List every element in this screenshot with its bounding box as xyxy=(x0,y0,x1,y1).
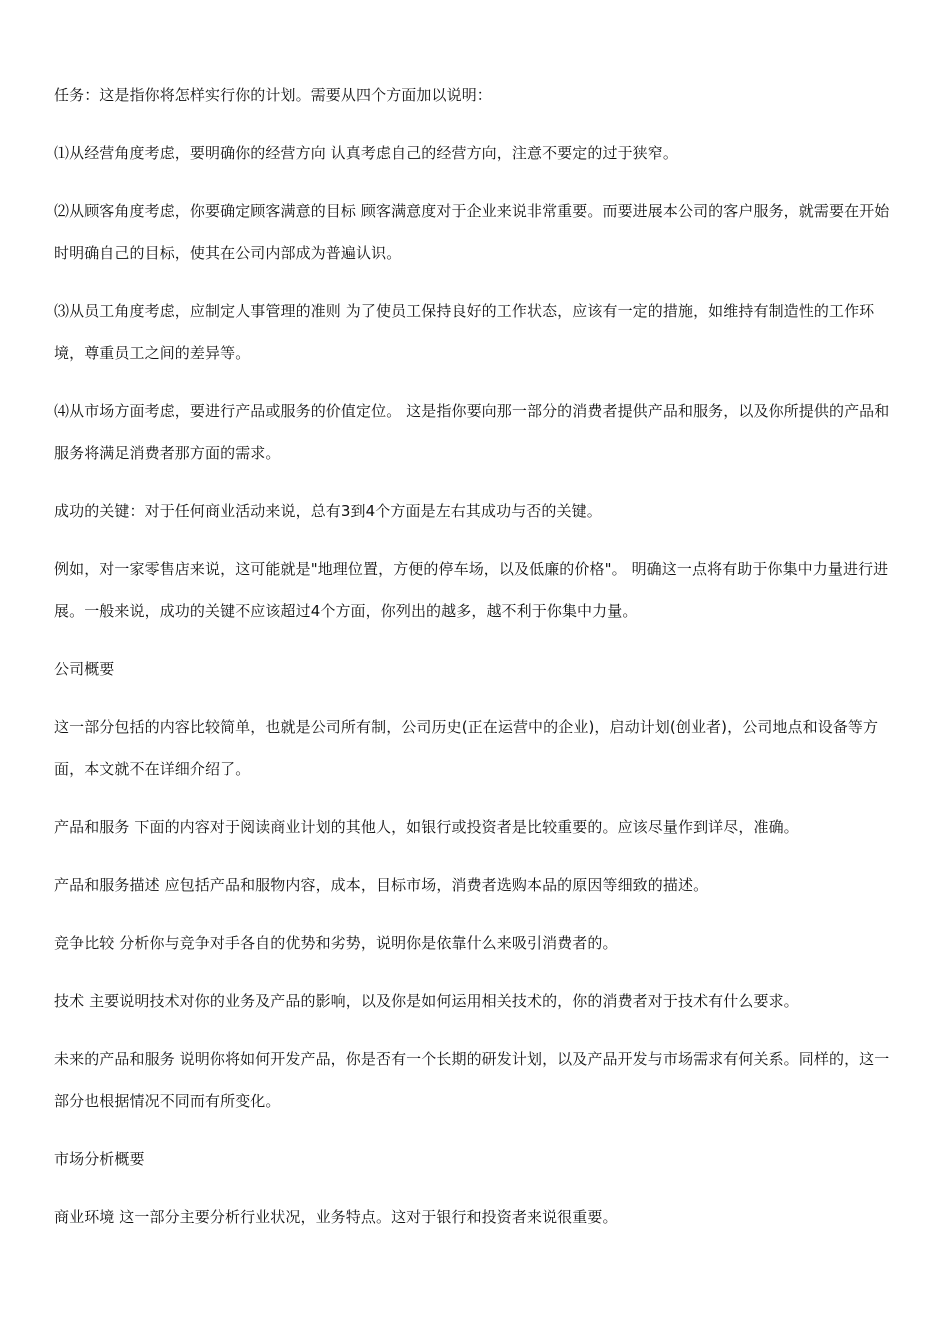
paragraph-task: 任务：这是指你将怎样实行你的计划。需要从四个方面加以说明： xyxy=(54,86,492,104)
paragraph-market-positioning: ⑷从市场方面考虑，要进行产品或服务的价值定位。 这是指你要向那一部分的消费者提供产品和服务，以及你所提供的产品和服务将满足消费者那方面的需求。 xyxy=(54,402,890,462)
paragraph-business-environment: 商业环境 这一部分主要分析行业状况，业务特点。这对于银行和投资者来说很重要。 xyxy=(54,1208,618,1226)
paragraph-technology: 技术 主要说明技术对你的业务及产品的影响，以及你是如何运用相关技术的，你的消费者对于技术有什么要求。 xyxy=(54,992,799,1010)
paragraph-products-services: 产品和服务 下面的内容对于阅读商业计划的其他人，如银行或投资者是比较重要的。应该尽量作到详尽，准确。 xyxy=(54,818,799,836)
document-body xyxy=(54,74,900,1254)
paragraph-customers: ⑵从顾客角度考虑，你要确定顾客满意的目标 顾客满意度对于企业来说非常重要。而要进展本公司的客户服务，就需要在开始时明确自己的目标，使其在公司内部成为普遍认识。 xyxy=(54,202,890,262)
section-heading-market-analysis: 市场分析概要 xyxy=(54,1150,145,1168)
paragraph-competition: 竞争比较 分析你与竞争对手各自的优势和劣势，说明你是依靠什么来吸引消费者的。 xyxy=(54,934,618,952)
paragraph-example: 例如，对一家零售店来说，这可能就是"地理位置，方便的停车场，以及低廉的价格"。 明确这一点将有助于你集中力量进行进展。一般来说，成功的关键不应该超过4个方面，你列出的越多，越不利于你集中力量。 xyxy=(54,560,889,620)
paragraph-employees: ⑶从员工角度考虑，应制定人事管理的准则 为了使员工保持良好的工作状态，应该有一定的措施，如维持有制造性的工作环境，尊重员工之间的差异等。 xyxy=(54,302,875,362)
paragraph-company-overview: 这一部分包括的内容比较简单，也就是公司所有制，公司历史(正在运营中的企业)，启动计划(创业者)，公司地点和设备等方面，本文就不在详细介绍了。 xyxy=(54,718,879,778)
paragraph-product-description: 产品和服务描述 应包括产品和服物内容，成本，目标市场，消费者选购本品的原因等细致的描述。 xyxy=(54,876,709,894)
paragraph-future-products: 未来的产品和服务 说明你将如何开发产品，你是否有一个长期的研发计划，以及产品开发与市场需求有何关系。同样的，这一部分也根据情况不同而有所变化。 xyxy=(54,1050,890,1110)
paragraph-success-keys: 成功的关键：对于任何商业活动来说，总有3到4个方面是左右其成功与否的关键。 xyxy=(54,502,602,520)
paragraph-operations: ⑴从经营角度考虑，要明确你的经营方向 认真考虑自己的经营方向，注意不要定的过于狭窄。 xyxy=(54,144,678,162)
section-heading-company-overview: 公司概要 xyxy=(54,660,115,678)
